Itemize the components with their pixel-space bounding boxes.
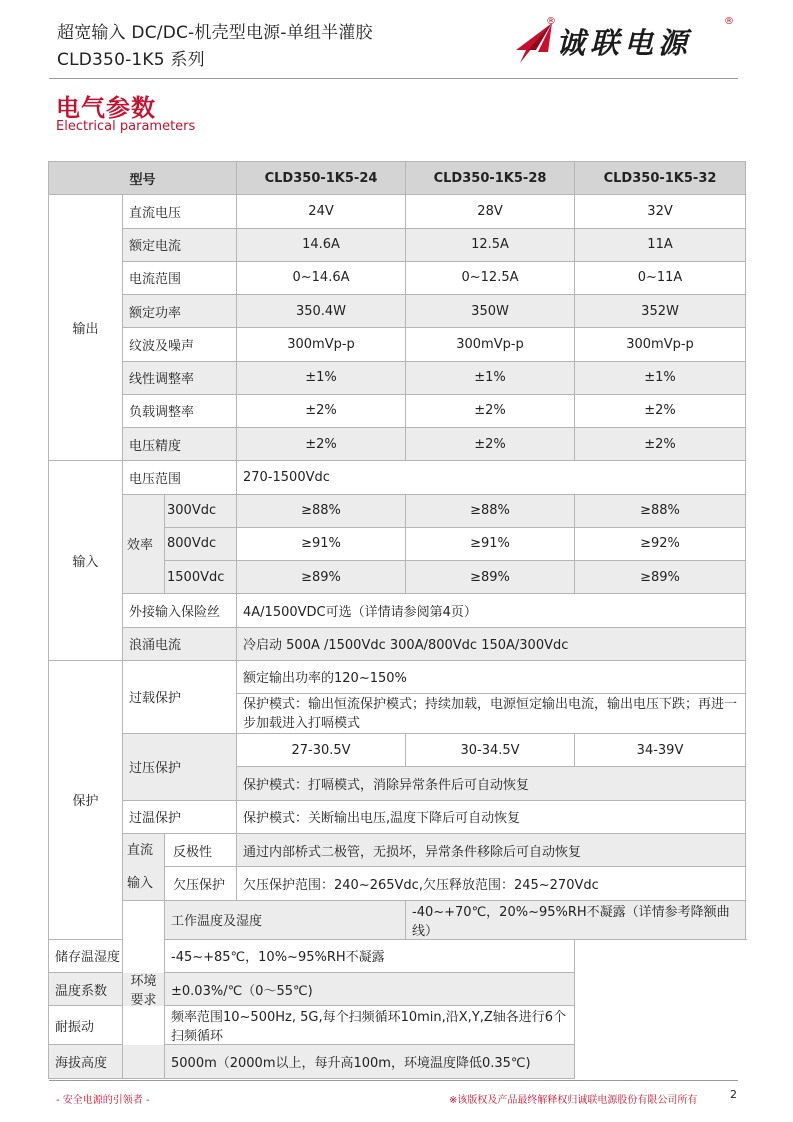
param-value: 28V xyxy=(406,195,575,228)
param-value: 14.6A xyxy=(237,228,406,261)
table-row xyxy=(49,228,746,261)
param-value: ±1% xyxy=(406,361,575,394)
table-row xyxy=(49,1045,746,1078)
table-row xyxy=(49,328,746,361)
param-label: 海拔高度 xyxy=(49,1045,165,1078)
table-row xyxy=(49,1006,746,1045)
param-value: 5000m（2000m以上，每升高100m，环境温度降低0.35℃) xyxy=(165,1045,575,1078)
param-label: 过温保护 xyxy=(123,800,237,833)
group-input: 输入 xyxy=(49,461,123,661)
table-row xyxy=(49,461,746,494)
param-value: 27-30.5V xyxy=(237,734,406,767)
param-value: ±2% xyxy=(575,428,746,461)
param-value: 0~11A xyxy=(575,261,746,294)
param-value: 保护模式：打嗝模式，消除异常条件后可自动恢复 xyxy=(237,767,746,800)
logo-text: 诚联电源 xyxy=(556,26,693,60)
param-label: 欠压保护 xyxy=(165,867,237,901)
table-row xyxy=(49,660,746,693)
param-value: 300mVp-p xyxy=(575,328,746,361)
param-value: 300mVp-p xyxy=(237,328,406,361)
model-name: CLD350-1K5-32 xyxy=(575,162,746,195)
param-label: 直流电压 xyxy=(123,195,237,228)
table-row xyxy=(49,428,746,461)
param-label: 耐振动 xyxy=(49,1006,165,1045)
header-divider xyxy=(49,78,738,79)
param-value: 额定输出功率的120~150% xyxy=(237,660,746,693)
param-value: 通过内部桥式二极管，无损坏，异常条件移除后可自动恢复 xyxy=(237,833,746,867)
param-value: ≥88% xyxy=(406,494,575,527)
param-label: 电压范围 xyxy=(123,461,237,494)
dc-input-label-line-1: 直流 xyxy=(127,842,154,858)
dc-input-label-line-2: 输入 xyxy=(127,875,154,891)
model-name: CLD350-1K5-24 xyxy=(237,162,406,195)
footer-copyright: ※该版权及产品最终解释权归诚联电源股份有限公司所有 xyxy=(449,1095,698,1106)
param-value: ≥88% xyxy=(575,494,746,527)
param-value: -40~+70℃，20%~95%RH不凝露（详情参考降额曲线） xyxy=(406,900,746,939)
param-value: 冷启动 500A /1500Vdc 300A/800Vdc 150A/300Vdc xyxy=(237,627,746,660)
table-row xyxy=(49,594,746,627)
param-label: 反极性 xyxy=(165,833,237,867)
group-environment: 环境要求 xyxy=(123,900,165,1078)
section-title: 电气参数 xyxy=(56,94,156,122)
param-label: 额定功率 xyxy=(123,295,237,328)
page-number: 2 xyxy=(730,1088,737,1101)
table-header-row xyxy=(49,162,746,195)
dc-input-label xyxy=(123,833,165,900)
title-line-2: CLD350-1K5 系列 xyxy=(57,50,205,70)
param-value: 0~12.5A xyxy=(406,261,575,294)
table-row xyxy=(49,195,746,228)
section-subtitle: Electrical parameters xyxy=(56,119,196,134)
efficiency-label: 效率 xyxy=(123,494,165,594)
param-value: 350.4W xyxy=(237,295,406,328)
param-value: ≥89% xyxy=(575,561,746,594)
param-value: ±2% xyxy=(237,394,406,427)
footer-slogan: - 安全电源的引领者 - xyxy=(56,1095,150,1106)
param-label: 外接输入保险丝 xyxy=(123,594,237,627)
group-protection: 保护 xyxy=(49,660,123,939)
param-value: ≥91% xyxy=(237,527,406,560)
param-label: 工作温度及湿度 xyxy=(165,900,406,939)
param-value: ±1% xyxy=(237,361,406,394)
table-row xyxy=(49,833,746,867)
param-value: 30-34.5V xyxy=(406,734,575,767)
footer-divider xyxy=(49,1080,738,1081)
param-label: 纹波及噪声 xyxy=(123,328,237,361)
company-logo xyxy=(508,18,738,66)
param-value: 0~14.6A xyxy=(237,261,406,294)
param-value: 34-39V xyxy=(575,734,746,767)
param-value: 保护模式：关断输出电压,温度下降后可自动恢复 xyxy=(237,800,746,833)
param-value: ±2% xyxy=(406,428,575,461)
electrical-parameters-table xyxy=(48,161,746,1079)
param-value: ≥89% xyxy=(237,561,406,594)
param-label: 线性调整率 xyxy=(123,361,237,394)
model-label: 型号 xyxy=(49,162,237,195)
param-value: 300mVp-p xyxy=(406,328,575,361)
table-row xyxy=(49,939,746,972)
registered-mark: ® xyxy=(724,16,734,27)
param-value: 24V xyxy=(237,195,406,228)
param-label: 过载保护 xyxy=(123,660,237,733)
efficiency-condition: 300Vdc xyxy=(165,494,237,527)
param-value: 频率范围10~500Hz, 5G,每个扫频循环10min,沿X,Y,Z轴各进行6个扫频循环 xyxy=(165,1006,575,1045)
model-name: CLD350-1K5-28 xyxy=(406,162,575,195)
table-row xyxy=(49,900,746,939)
param-value: 352W xyxy=(575,295,746,328)
param-value: ±1% xyxy=(575,361,746,394)
table-row xyxy=(49,627,746,660)
param-label: 过压保护 xyxy=(123,734,237,801)
table-row xyxy=(49,494,746,527)
table-row xyxy=(49,295,746,328)
efficiency-condition: 800Vdc xyxy=(165,527,237,560)
param-value: ±2% xyxy=(575,394,746,427)
param-label: 浪涌电流 xyxy=(123,627,237,660)
param-value: 12.5A xyxy=(406,228,575,261)
param-value: 32V xyxy=(575,195,746,228)
param-value: 4A/1500VDC可选（详情请参阅第4页） xyxy=(237,594,746,627)
table-row xyxy=(49,394,746,427)
param-label: 温度系数 xyxy=(49,973,165,1006)
group-output: 输出 xyxy=(49,195,123,461)
document-title xyxy=(57,20,373,74)
param-value: ≥92% xyxy=(575,527,746,560)
param-label: 负载调整率 xyxy=(123,394,237,427)
param-value: ≥91% xyxy=(406,527,575,560)
title-line-1: 超宽输入 DC/DC-机壳型电源-单组半灌胶 xyxy=(57,23,373,43)
param-label: 储存温湿度 xyxy=(49,939,165,972)
table-row xyxy=(49,800,746,833)
param-value: 保护模式：输出恒流保护模式；持续加载，电源恒定输出电流，输出电压下跌；再进一步加载进入打嗝模式 xyxy=(237,694,746,734)
param-value: 11A xyxy=(575,228,746,261)
param-value: 欠压保护范围：240~265Vdc,欠压释放范围：245~270Vdc xyxy=(237,867,746,901)
table-row xyxy=(49,261,746,294)
param-value: ±2% xyxy=(237,428,406,461)
param-value: 350W xyxy=(406,295,575,328)
table-row xyxy=(49,734,746,767)
table-row xyxy=(49,361,746,394)
param-label: 电压精度 xyxy=(123,428,237,461)
param-value: ≥88% xyxy=(237,494,406,527)
param-label: 电流范围 xyxy=(123,261,237,294)
param-value: 270-1500Vdc xyxy=(237,461,746,494)
efficiency-condition: 1500Vdc xyxy=(165,561,237,594)
param-value: -45~+85℃，10%~95%RH不凝露 xyxy=(165,939,575,972)
registered-mark: ® xyxy=(546,16,556,27)
param-value: ±2% xyxy=(406,394,575,427)
param-label: 额定电流 xyxy=(123,228,237,261)
param-value: ±0.03%/℃（0～55℃) xyxy=(165,973,575,1006)
param-value: ≥89% xyxy=(406,561,575,594)
